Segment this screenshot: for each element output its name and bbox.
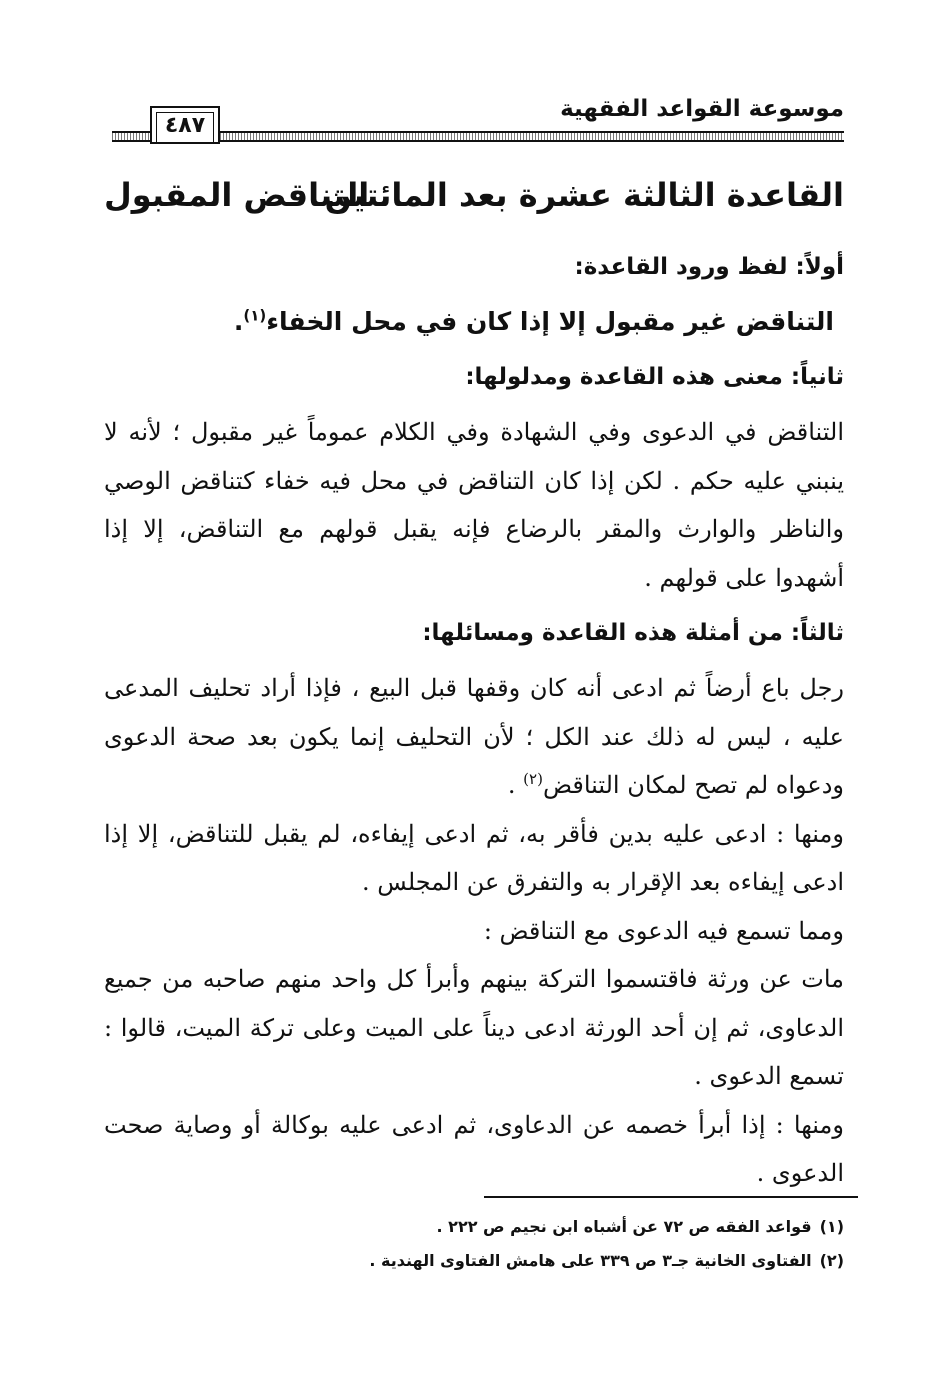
example-1 — [104, 664, 844, 810]
rule-statement — [104, 294, 844, 350]
header-rule — [112, 131, 844, 142]
footnote-1-number: (١) — [819, 1217, 844, 1236]
example-1-end: . — [507, 771, 524, 799]
example-4: ومنها : إذا أبرأ خصمه عن الدعاوى، ثم ادعى عليه بوكالة أو وصاية صحت الدعوى . — [104, 1110, 844, 1187]
page-body — [104, 240, 844, 1198]
page-number-text: ٤٨٧ — [164, 112, 206, 138]
section-1-title: أولاً: لفظ ورود القاعدة: — [574, 254, 844, 280]
footnote-divider — [484, 1196, 858, 1198]
footnote-2-text: الفتاوى الخانية جـ٣ ص ٣٣٩ على هامش الفتاوى الهندية . — [369, 1251, 812, 1270]
footnote-2 — [104, 1244, 844, 1278]
rule-statement-end: . — [233, 307, 244, 336]
rule-number-title: القاعدة الثالثة عشرة بعد المائتين — [324, 176, 844, 214]
example-2: ومنها : ادعى عليه بدين فأقر به، ثم ادعى إيفاءه، لم يقبل للتناقض، إلا إذا ادعى إيفاءه بعد الإقرار به والتفرق عن المجلس . — [104, 819, 844, 896]
footnote-ref-2: (٢) — [523, 770, 543, 788]
section-2-title: ثانياً: معنى هذه القاعدة ومدلولها: — [465, 364, 844, 390]
footnote-2-number: (٢) — [819, 1251, 844, 1270]
rule-heading — [104, 176, 844, 226]
section-3-title: ثالثاً: من أمثلة هذه القاعدة ومسائلها: — [422, 620, 844, 646]
footnote-1-text: قواعد الفقه ص ٧٢ عن أشباه ابن نجيم ص ٢٢٢ . — [436, 1217, 812, 1236]
example-3-intro: ومما تسمع فيه الدعوى مع التناقض : — [483, 916, 844, 945]
footnotes — [104, 1210, 844, 1278]
footnote-1 — [104, 1210, 844, 1244]
page-number — [150, 106, 220, 144]
footnote-ref-1: (١) — [243, 306, 267, 325]
section-2-paragraph: التناقض في الدعوى وفي الشهادة وفي الكلام عموماً غير مقبول ؛ لأنه لا ينبني عليه حكم . لكن إذا كان التناقض في محل فيه خفاء كتناقض الوصي والناظر والوارث والمقر بالرضاع فإنه يقبل قولهم مع التناقض، إلا إذا أشهدوا على قولهم . — [104, 418, 844, 592]
rule-statement-text: التناقض غير مقبول إلا إذا كان في محل الخفاء — [266, 307, 834, 336]
rule-name: التناقض المقبول — [104, 176, 370, 214]
example-1-text: رجل باع أرضاً ثم ادعى أنه كان وقفها قبل البيع ، فإذا أراد تحليف المدعى عليه ، ليس له ذلك عند الكل ؛ لأن التحليف إنما يكون بعد صحة الدعوى ودعواه لم تصح لمكان التناقض — [104, 674, 844, 799]
book-title: موسوعة القواعد الفقهية — [560, 96, 844, 122]
example-3: مات عن ورثة فاقتسموا التركة بينهم وأبرأ كل واحد منهم صاحبه من جميع الدعاوى، ثم إن أحد الورثة ادعى ديناً على الميت وعلى تركة الميت، قالوا : تسمع الدعوى . — [104, 965, 844, 1090]
